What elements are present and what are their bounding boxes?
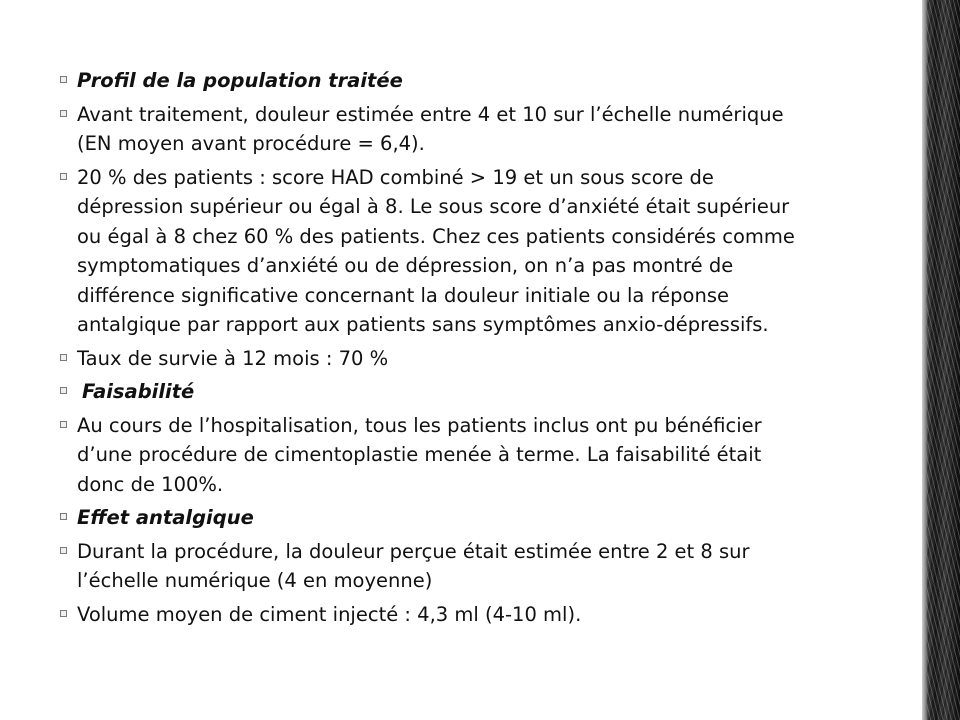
bullet-item-hospitalisation bbox=[60, 411, 800, 500]
bullet-text: Au cours de l’hospitalisation, tous les patients inclus ont pu bénéficier d’une procédure de cimentoplastie menée à terme. La faisabilité était donc de 100%. bbox=[77, 413, 762, 496]
bullet-text: Profil de la population traitée bbox=[77, 69, 403, 92]
section-heading-analgesic-effect bbox=[60, 503, 800, 533]
square-bullet-icon bbox=[60, 387, 67, 394]
bullet-text: 20 % des patients : score HAD combiné > 19 et un sous score de dépression supérieur ou égal à 8. Le sous score d’anxiété était supérieur ou égal à 8 chez 60 % des patients. Chez ces patients considérés comme symptomatiques d’anxiété ou de dépression, on n’a pas montré de différence significative concernant la douleur initiale ou la réponse antalgique par rapport aux patients sans symptômes anxio-dépressifs. bbox=[77, 165, 795, 336]
bullet-item-survival bbox=[60, 344, 800, 374]
bullet-text: Faisabilité bbox=[82, 380, 195, 403]
square-bullet-icon bbox=[60, 547, 67, 554]
bullet-text: Effet antalgique bbox=[77, 506, 254, 529]
section-heading-feasibility bbox=[60, 377, 800, 407]
slide-body bbox=[60, 66, 800, 633]
bullet-text: Taux de survie à 12 mois : 70 % bbox=[77, 346, 389, 370]
square-bullet-icon bbox=[60, 110, 67, 117]
bullet-text: Durant la procédure, la douleur perçue était estimée entre 2 et 8 sur l’échelle numérique (4 en moyenne) bbox=[77, 539, 750, 592]
bullet-text: Volume moyen de ciment injecté : 4,3 ml (4-10 ml). bbox=[77, 602, 582, 626]
bullet-text: Avant traitement, douleur estimée entre 4 et 10 sur l’échelle numérique (EN moyen avant procédure = 6,4). bbox=[77, 102, 784, 155]
bullet-item-had-score bbox=[60, 163, 800, 340]
section-heading-population bbox=[60, 66, 800, 96]
bullet-item-cement-volume bbox=[60, 600, 800, 630]
square-bullet-icon bbox=[60, 610, 67, 617]
decorative-texture-band bbox=[922, 0, 960, 720]
square-bullet-icon bbox=[60, 76, 67, 83]
square-bullet-icon bbox=[60, 513, 67, 520]
bullet-item-pain-during bbox=[60, 537, 800, 596]
square-bullet-icon bbox=[60, 421, 67, 428]
square-bullet-icon bbox=[60, 173, 67, 180]
bullet-item-pain-before bbox=[60, 100, 800, 159]
square-bullet-icon bbox=[60, 354, 67, 361]
